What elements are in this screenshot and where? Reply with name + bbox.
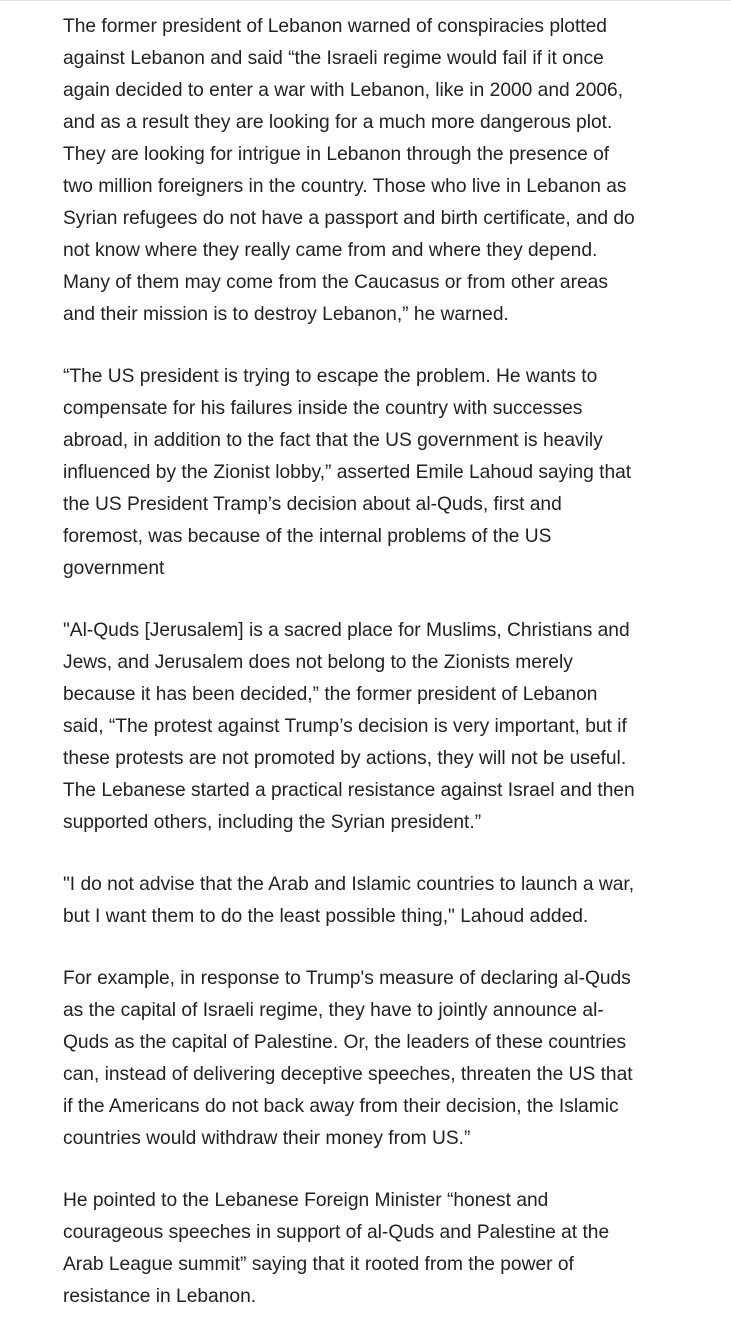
article-paragraph-1: The former president of Lebanon warned of conspiracies plotted against Lebanon and said “the Israeli regime would fail if it once again decided to enter a war with Lebanon, like in 2000 and 2006, and as a result they are looking for a much more dangerous plot. They are looking for intrigue in Lebanon through the presence of two million foreigners in the country. Those who live in Lebanon as Syrian refugees do not have a passport and birth certificate, and do not know where they really came from and where they depend. Many of them may come from the Caucasus or from other areas and their mission is to destroy Lebanon,” he warned. (63, 16, 635, 325)
article-paragraph-3: "Al-Quds [Jerusalem] is a sacred place for Muslims, Christians and Jews, and Jerusalem does not belong to the Zionists merely because it has been decided,” the former president of Lebanon said, “The protest against Trump’s decision is very important, but if these protests are not promoted by actions, they will not be useful. The Lebanese started a practical resistance against Israel and then supported others, including the Syrian president.” (63, 620, 635, 833)
article-paragraph-4: "I do not advise that the Arab and Islamic countries to launch a war, but I want them to do the least possible thing," Lahoud added. (63, 874, 635, 927)
article-paragraph-5: For example, in response to Trump's measure of declaring al-Quds as the capital of Israeli regime, they have to jointly announce al- Quds as the capital of Palestine. Or, the leaders of these countries can, instead of delivering deceptive speeches, threaten the US that if the Americans do not back away from their decision, the Islamic countries would withdraw their money from US.” (63, 968, 633, 1149)
article-paragraph-6: He pointed to the Lebanese Foreign Minister “honest and courageous speeches in support of al-Quds and Palestine at the Arab League summit” saying that it rooted from the power of resistance in Lebanon. (63, 1190, 610, 1307)
article-paragraph-2: “The US president is trying to escape the problem. He wants to compensate for his failures inside the country with successes abroad, in addition to the fact that the US government is heavily influenced by the Zionist lobby,” asserted Emile Lahoud saying that the US President Tramp’s decision about al-Quds, first and foremost, was because of the internal problems of the US government (63, 366, 632, 579)
top-divider (0, 0, 731, 1)
article-body (63, 11, 667, 1313)
